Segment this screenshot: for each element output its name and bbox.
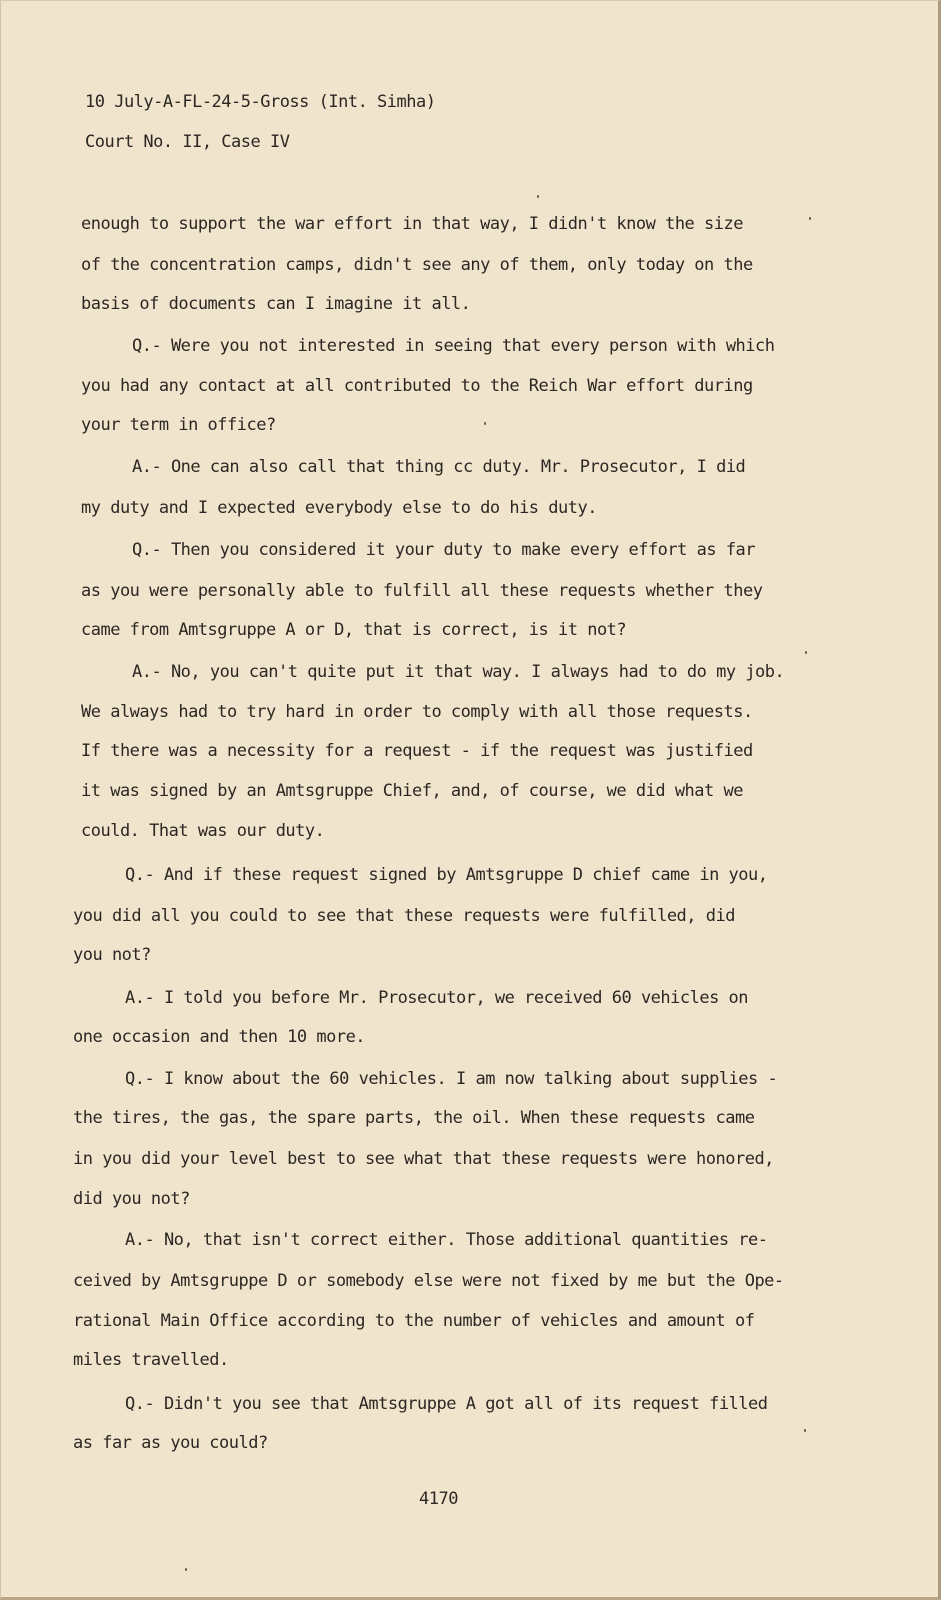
paper-speck	[804, 1429, 806, 1432]
body-line: We always had to try hard in order to comply with all those requests.	[81, 702, 753, 722]
body-line: Q.- And if these request signed by Amtsgruppe D chief came in you,	[125, 865, 768, 885]
body-line: in you did your level best to see what that these requests were honored,	[73, 1149, 774, 1169]
body-line: A.- No, you can't quite put it that way. I always had to do my job.	[132, 662, 785, 682]
body-line: basis of documents can I imagine it all.	[81, 294, 471, 314]
body-line: of the concentration camps, didn't see any of them, only today on the	[81, 255, 753, 275]
page-number: 4170	[419, 1489, 458, 1509]
body-line: If there was a necessity for a request - if the request was justified	[81, 741, 753, 761]
body-line: one occasion and then 10 more.	[73, 1027, 366, 1047]
body-line: my duty and I expected everybody else to do his duty.	[81, 498, 597, 518]
body-line: you had any contact at all contributed to the Reich War effort during	[81, 376, 753, 396]
body-line: as you were personally able to fulfill all these requests whether they	[81, 581, 763, 601]
header-line-2: Court No. II, Case IV	[85, 132, 290, 152]
body-line: Q.- I know about the 60 vehicles. I am now talking about supplies -	[125, 1069, 778, 1089]
body-line: did you not?	[73, 1189, 190, 1209]
body-line: it was signed by an Amtsgruppe Chief, and, of course, we did what we	[81, 781, 743, 801]
body-line: as far as you could?	[73, 1433, 268, 1453]
body-line: came from Amtsgruppe A or D, that is correct, is it not?	[81, 620, 627, 640]
body-line: A.- I told you before Mr. Prosecutor, we received 60 vehicles on	[125, 988, 749, 1008]
body-line: the tires, the gas, the spare parts, the oil. When these requests came	[73, 1108, 755, 1128]
body-line: miles travelled.	[73, 1350, 229, 1370]
body-line: A.- One can also call that thing cc duty. Mr. Prosecutor, I did	[132, 457, 746, 477]
paper-speck	[185, 1568, 187, 1571]
body-line: rational Main Office according to the number of vehicles and amount of	[73, 1311, 755, 1331]
body-line: your term in office?	[81, 415, 276, 435]
paper-speck	[809, 217, 811, 220]
header-line-1: 10 July-A-FL-24-5-Gross (Int. Simha)	[85, 92, 436, 112]
body-line: ceived by Amtsgruppe D or somebody else were not fixed by me but the Ope-	[73, 1271, 784, 1291]
body-line: you not?	[73, 945, 151, 965]
paper-speck	[484, 422, 486, 425]
body-line: enough to support the war effort in that way, I didn't know the size	[81, 214, 743, 234]
body-line: could. That was our duty.	[81, 821, 325, 841]
body-line: Q.- Didn't you see that Amtsgruppe A got all of its request filled	[125, 1394, 768, 1414]
body-line: you did all you could to see that these requests were fulfilled, did	[73, 906, 735, 926]
body-line: A.- No, that isn't correct either. Those additional quantities re-	[125, 1230, 768, 1250]
body-line: Q.- Were you not interested in seeing that every person with which	[132, 336, 775, 356]
paper-speck	[805, 651, 807, 654]
body-line: Q.- Then you considered it your duty to make every effort as far	[132, 540, 756, 560]
paper-speck	[537, 195, 539, 198]
